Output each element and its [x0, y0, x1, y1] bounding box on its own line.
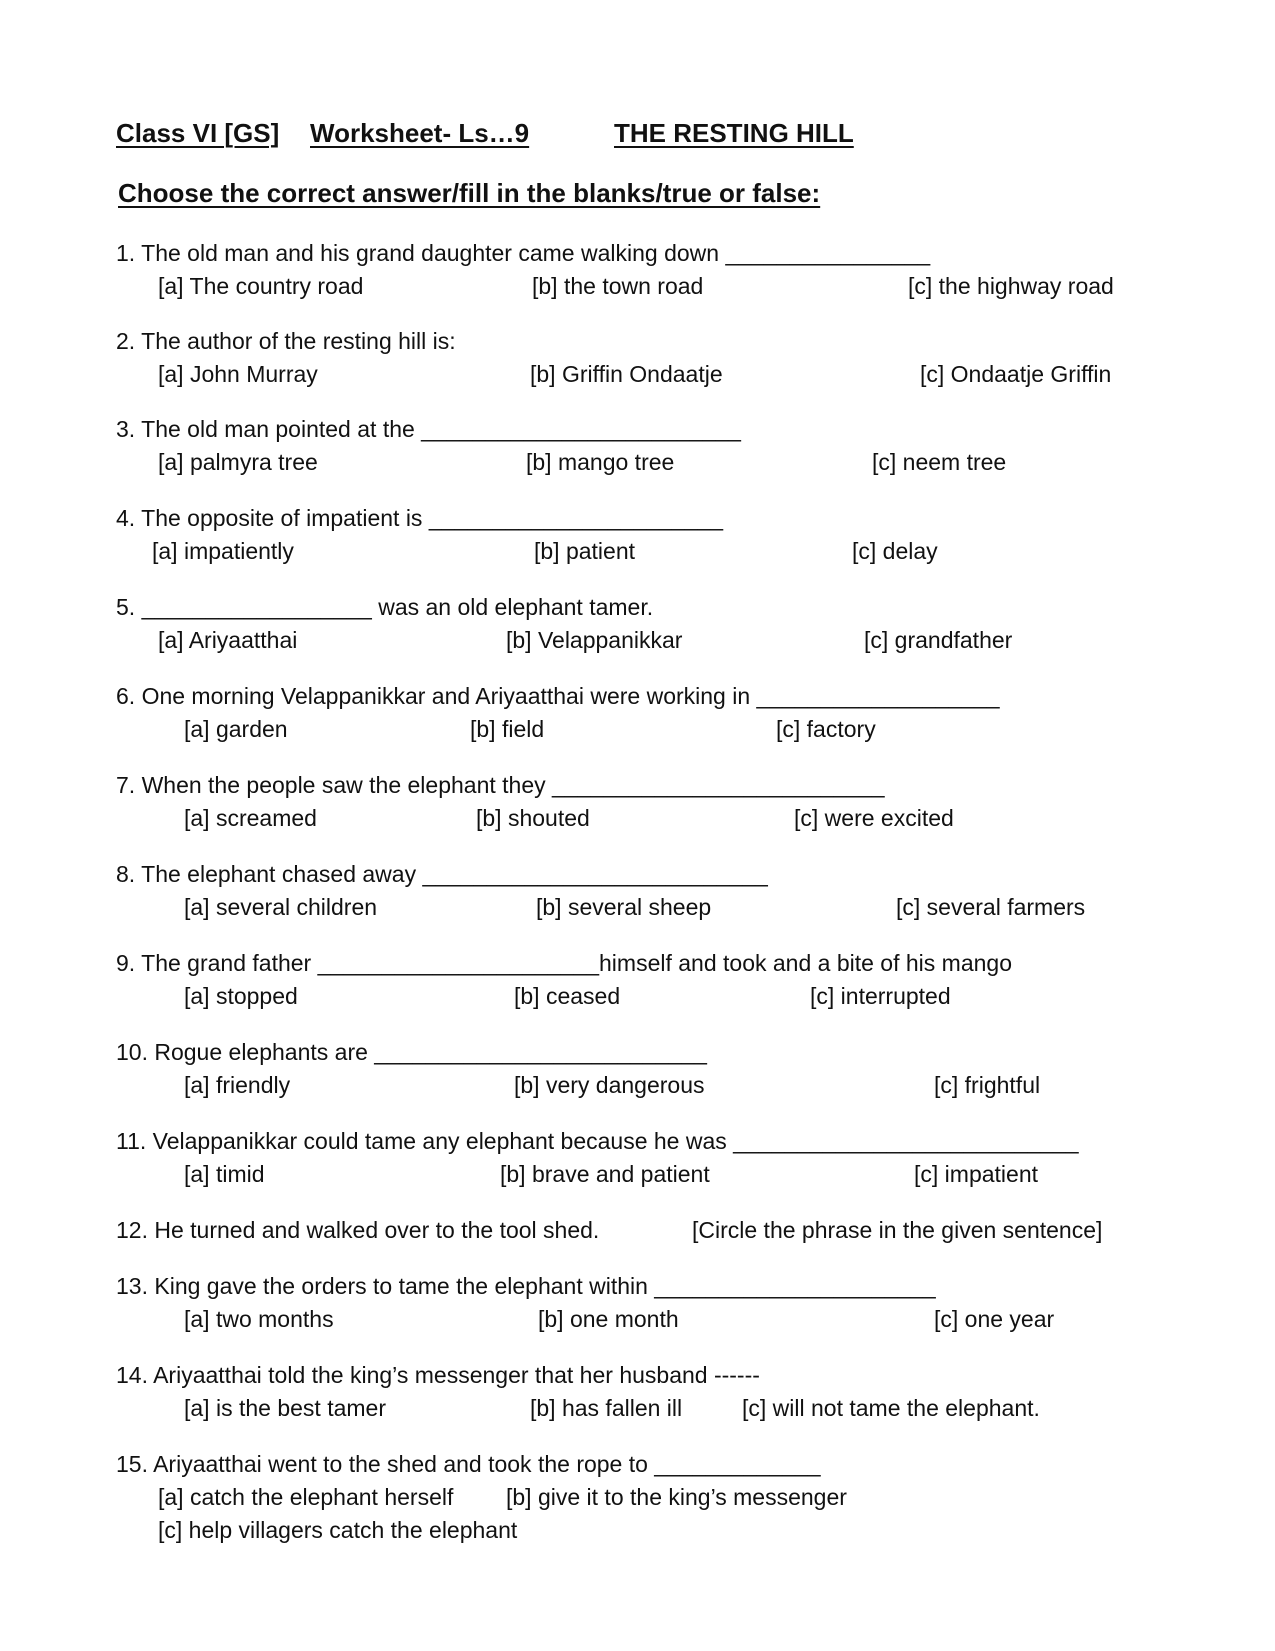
question-text: 14. Ariyaatthai told the king’s messenger that her husband ------ — [116, 1362, 760, 1388]
option-b: [b] patient — [534, 538, 636, 564]
option-c: [c] interrupted — [810, 983, 951, 1009]
option-b: [b] Griffin Ondaatje — [530, 361, 723, 387]
question-text: 1. The old man and his grand daughter came walking down ________________ — [116, 240, 931, 266]
option-c: [c] frightful — [934, 1072, 1041, 1098]
option-c: [c] delay — [852, 538, 938, 564]
option-b: [b] the town road — [532, 273, 704, 299]
option-a: [a] The country road — [158, 273, 364, 299]
option-a: [a] palmyra tree — [158, 449, 318, 475]
option-a: [a] is the best tamer — [184, 1395, 386, 1421]
option-c: [c] grandfather — [864, 627, 1013, 653]
option-c: [c] will not tame the elephant. — [742, 1395, 1040, 1421]
question-text: 5. __________________ was an old elephant tamer. — [116, 594, 654, 620]
option-a: [a] several children — [184, 894, 378, 920]
option-b: [b] one month — [538, 1306, 679, 1332]
option-a: [a] John Murray — [158, 361, 318, 387]
option-b: [b] field — [470, 716, 545, 742]
option-b: [b] mango tree — [526, 449, 675, 475]
question-text: 7. When the people saw the elephant they __________________________ — [116, 772, 885, 798]
option-a: [a] stopped — [184, 983, 298, 1009]
option-b: [b] brave and patient — [500, 1161, 710, 1187]
option-b: [b] very dangerous — [514, 1072, 705, 1098]
option-c: [c] impatient — [914, 1161, 1038, 1187]
question-text: 15. Ariyaatthai went to the shed and took the rope to _____________ — [116, 1451, 821, 1477]
option-a: [a] garden — [184, 716, 288, 742]
worksheet-label: Worksheet- Ls…9 — [310, 118, 530, 148]
option-a: [a] screamed — [184, 805, 317, 831]
option-c: [c] were excited — [794, 805, 954, 831]
option-c: [c] factory — [776, 716, 876, 742]
page-title: THE RESTING HILL — [614, 118, 854, 148]
question-note: [Circle the phrase in the given sentence] — [692, 1217, 1103, 1243]
question-text: 9. The grand father ______________________himself and took and a bite of his mango — [116, 950, 1012, 976]
option-c: [c] help villagers catch the elephant — [158, 1517, 518, 1543]
class-label: Class VI [GS] — [116, 118, 280, 148]
question-text: 11. Velappanikkar could tame any elephant because he was ___________________________ — [116, 1128, 1079, 1154]
question-text: 8. The elephant chased away ___________________________ — [116, 861, 768, 887]
option-b: [b] Velappanikkar — [506, 627, 683, 653]
question-text: 13. King gave the orders to tame the elephant within ______________________ — [116, 1273, 936, 1299]
option-a: [a] Ariyaatthai — [158, 627, 298, 653]
question-text: 10. Rogue elephants are __________________________ — [116, 1039, 707, 1065]
option-a: [a] friendly — [184, 1072, 291, 1098]
question-text: 12. He turned and walked over to the tool shed. — [116, 1217, 600, 1243]
question-text: 6. One morning Velappanikkar and Ariyaatthai were working in ___________________ — [116, 683, 1000, 709]
option-b: [b] has fallen ill — [530, 1395, 683, 1421]
option-a: [a] timid — [184, 1161, 265, 1187]
option-b: [b] ceased — [514, 983, 621, 1009]
option-a: [a] impatiently — [152, 538, 294, 564]
option-c: [c] Ondaatje Griffin — [920, 361, 1112, 387]
option-a: [a] catch the elephant herself — [158, 1484, 454, 1510]
option-b: [b] shouted — [476, 805, 590, 831]
question-text: 3. The old man pointed at the _________________________ — [116, 416, 741, 442]
option-c: [c] neem tree — [872, 449, 1007, 475]
option-a: [a] two months — [184, 1306, 334, 1332]
option-c: [c] the highway road — [908, 273, 1114, 299]
instruction: Choose the correct answer/fill in the blanks/true or false: — [118, 178, 821, 208]
option-b: [b] give it to the king’s messenger — [506, 1484, 847, 1510]
option-c: [c] one year — [934, 1306, 1055, 1332]
option-c: [c] several farmers — [896, 894, 1086, 920]
option-b: [b] several sheep — [536, 894, 712, 920]
question-text: 2. The author of the resting hill is: — [116, 328, 456, 354]
question-text: 4. The opposite of impatient is _______________________ — [116, 505, 724, 531]
